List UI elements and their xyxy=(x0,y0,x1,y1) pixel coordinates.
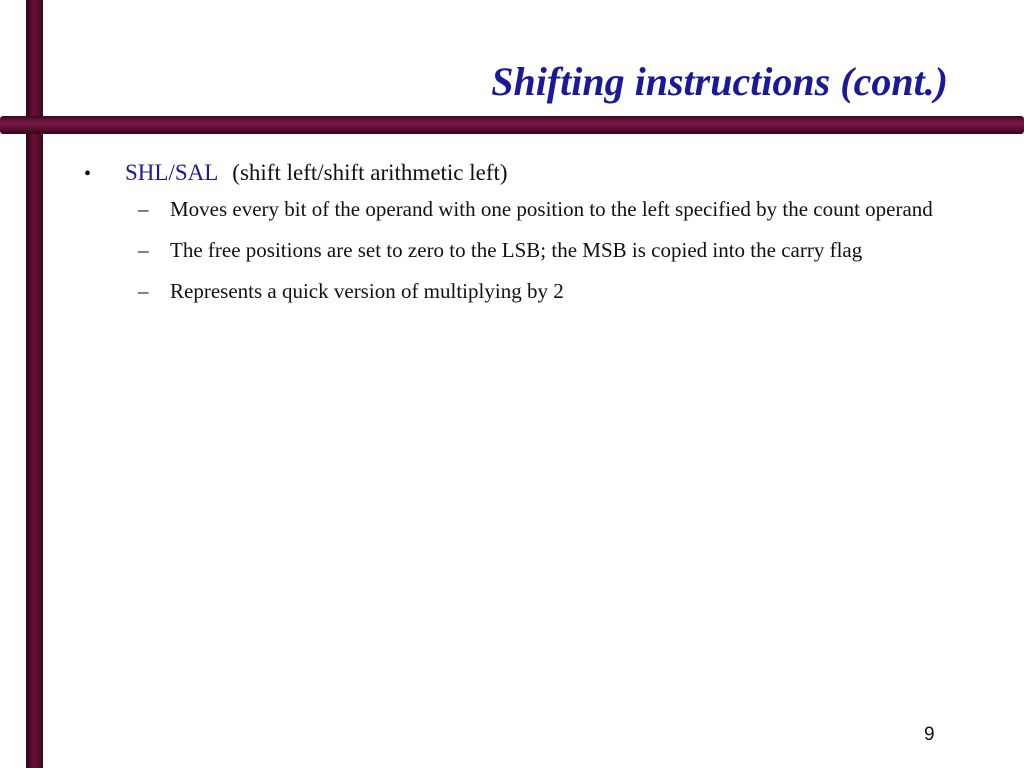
sub-bullet-text: Represents a quick version of multiplying by 2 xyxy=(170,279,564,303)
sub-bullet-item xyxy=(138,195,944,223)
bullet-marker: • xyxy=(84,163,92,185)
bullet-description: (shift left/shift arithmetic left) xyxy=(232,160,508,185)
bullet-term: SHL/SAL xyxy=(125,160,219,185)
sub-bullet-list xyxy=(84,195,944,305)
dash-marker: – xyxy=(138,197,149,221)
sub-bullet-text: Moves every bit of the operand with one position to the left specified by the count operand xyxy=(170,197,933,221)
dash-marker: – xyxy=(138,238,149,262)
page-number: 9 xyxy=(924,724,935,745)
sub-bullet-item xyxy=(138,277,944,305)
sub-bullet-text: The free positions are set to zero to the LSB; the MSB is copied into the carry flag xyxy=(170,238,863,262)
horizontal-accent-bar xyxy=(0,116,1024,134)
dash-marker: – xyxy=(138,279,149,303)
slide-content xyxy=(84,156,944,318)
bullet-item xyxy=(84,156,944,191)
slide-title: Shifting instructions (cont.) xyxy=(491,59,948,104)
sub-bullet-item xyxy=(138,236,944,264)
